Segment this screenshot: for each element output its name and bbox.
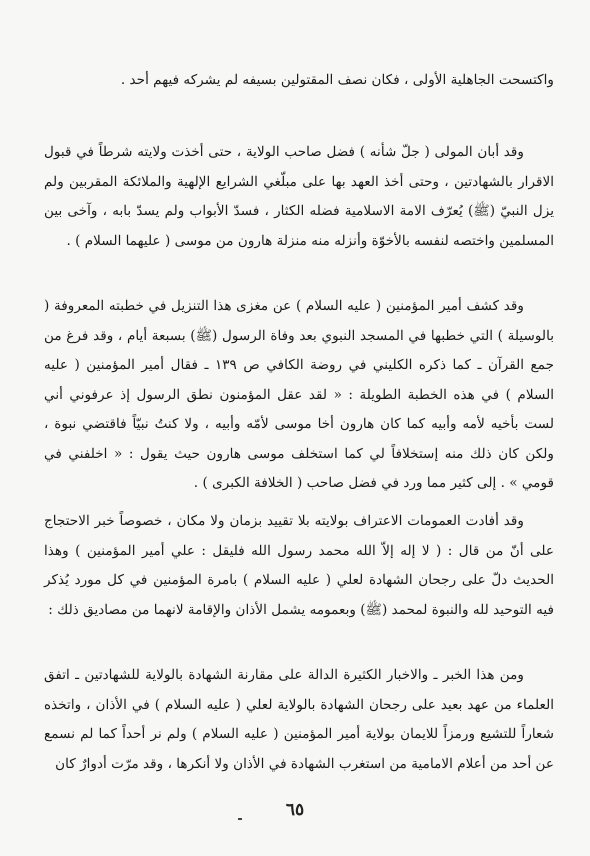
paragraph-1 bbox=[44, 66, 554, 96]
paragraph-text: وقد أبان المولى ( جلّ شأنه ) فضل صاحب الولاية ، حتى أخذت ولايته شرطاً في قبول الاقرار بالشهادتين ، وحتى أخذ العهد بها على مبلّغي الشرايع الإلهية والملائكة المقربين ولم يزل النبيّ (ﷺ) يُعرّف الامة الاسلامية فضله الكثار ، فسدّ الأبواب ولم يسدّ بابه ، وآخى بين المسلمين واختصه لنفسه بالأخوّة وأنزله منه منزلة هارون من موسى ( عليهما السلام ) . bbox=[44, 144, 554, 249]
paragraph-5 bbox=[44, 661, 554, 779]
paragraph-text: واكتسحت الجاهلية الأولى ، فكان نصف المقتولين بسيفه لم يشركه فيهم أحد . bbox=[120, 72, 554, 88]
page-number-dash bbox=[238, 818, 242, 820]
paragraph-3 bbox=[44, 292, 554, 499]
page-number-text: ٦٥ bbox=[285, 800, 305, 820]
paragraph-text: وقد كشف أمير المؤمنين ( عليه السلام ) عن مغزى هذا التنزيل في خطبته المعروفة ( بالوسيلة ) التي خطبها في المسجد النبوي بعد وفاة الرسول (ﷺ) بسبعة أيام ، وقد فرغ من جمع القرآن ـ كما ذكره الكليني في روضة الكافي ص ١٣٩ ـ فقال أمير المؤمنين ( عليه السلام ) في هذه الخطبة الطويلة : « لقد عقل المؤمنون نطق الرسول إذ عرفوني أني لست بأخيه لأمه وأبيه كما كان هارون أخا موسى لأمّه وأبيه ، ولا كنتُ نبيّاً فاقتضي نبوة ، ولكن كان ذلك منه إستخلافاً لي كما استخلف موسى هارون حيث يقول : « اخلفني في قومي » . إلى كثير مما ورد في فضل صاحب ( الخلافة الكبرى ) . bbox=[44, 298, 554, 491]
paragraph-text: وقد أفادت العمومات الاعتراف بولايته بلا تقييد بزمان ولا مكان ، خصوصاً خبر الاحتجاج على أنّ من قال : ( لا إله إلاّ الله محمد رسول الله فليقل : علي أمير المؤمنين ) وهذا الحديث دلّ على رجحان الشهادة لعلي ( عليه السلام ) بامرة المؤمنين في كل مورد يُذكر فيه التوحيد لله والنبوة لمحمد (ﷺ) وبعمومه يشمل الأذان والإقامة لانهما من مصاديق ذلك : bbox=[44, 513, 554, 618]
paragraph-4 bbox=[44, 507, 554, 625]
paragraph-2 bbox=[44, 138, 554, 256]
page-number bbox=[0, 800, 590, 820]
paragraph-text: ومن هذا الخبر ـ والاخبار الكثيرة الدالة على مقارنة الشهادة بالولاية للشهادتين ـ اتفق العلماء من عهد بعيد على رجحان الشهادة بالولاية لعلي ( عليه السلام ) في الأذان ، واتخذه شعاراً للتشيع ورمزاً للايمان بولاية أمير المؤمنين ( عليه السلام ) ولم نر أحداً كما لم نسمع عن أحد من أعلام الامامية من استغرب الشهادة في الأذان ولا أنكرها ، وقد مرّت أدوارٌ كان bbox=[44, 667, 554, 772]
